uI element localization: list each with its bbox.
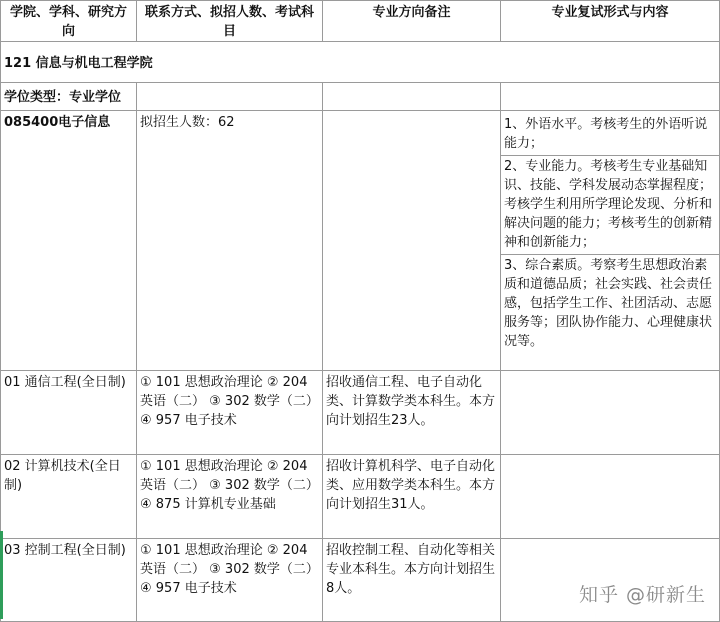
major-code-name: 085400电子信息	[1, 111, 137, 371]
retest-item-language: 1、外语水平。考核考生的外语听说能力；	[504, 117, 708, 151]
degree-type-label: 学位类型：专业学位	[1, 83, 137, 111]
watermark: 知乎 @研新生	[578, 584, 706, 606]
direction-retest	[501, 455, 720, 539]
major-quota: 拟招生人数：62	[137, 111, 323, 371]
header-contact-quota-exam: 联系方式、拟招人数、考试科目	[137, 1, 323, 42]
degree-empty-cell	[501, 83, 720, 111]
major-row	[1, 111, 720, 371]
retest-item-overall: 3、综合素质。考察考生思想政治素质和道德品质；社会实践、社会责任感，包括学生工作、社团活动、志愿服务等；团队协作能力、心理健康状况等。	[501, 254, 719, 353]
college-row	[1, 42, 720, 83]
direction-subjects: ① 101 思想政治理论 ② 204 英语（二） ③ 302 数学（二） ④ 957 电子技术	[137, 539, 323, 622]
direction-note: 招收计算机科学、电子自动化类、应用数学类本科生。本方向计划招生31人。	[323, 455, 501, 539]
major-notes-empty	[323, 111, 501, 371]
header-college-subject-direction: 学院、学科、研究方向	[1, 1, 137, 42]
direction-name: 02 计算机技术(全日制)	[1, 455, 137, 539]
direction-subjects: ① 101 思想政治理论 ② 204 英语（二） ③ 302 数学（二） ④ 875 计算机专业基础	[137, 455, 323, 539]
selection-edge-marker	[0, 531, 3, 619]
header-retest-format: 专业复试形式与内容	[501, 1, 720, 42]
degree-type-row	[1, 83, 720, 111]
direction-retest	[501, 371, 720, 455]
degree-empty-cell	[323, 83, 501, 111]
direction-row	[1, 371, 720, 455]
direction-subjects: ① 101 思想政治理论 ② 204 英语（二） ③ 302 数学（二） ④ 957 电子技术	[137, 371, 323, 455]
degree-empty-cell	[137, 83, 323, 111]
direction-row	[1, 455, 720, 539]
direction-name: 03 控制工程(全日制)	[1, 539, 137, 622]
major-retest-content	[501, 111, 720, 371]
direction-name: 01 通信工程(全日制)	[1, 371, 137, 455]
header-direction-notes: 专业方向备注	[323, 1, 501, 42]
header-row	[1, 1, 720, 42]
direction-note: 招收通信工程、电子自动化类、计算数学类本科生。本方向计划招生23人。	[323, 371, 501, 455]
direction-note: 招收控制工程、自动化等相关专业本科生。本方向计划招生8人。	[323, 539, 501, 622]
retest-item-professional: 2、专业能力。考核考生专业基础知识、技能、学科发展动态掌握程度；考核学生利用所学理论发现、分析和解决问题的能力；考核考生的创新精神和创新能力；	[501, 155, 719, 254]
college-name: 121 信息与机电工程学院	[1, 42, 720, 83]
